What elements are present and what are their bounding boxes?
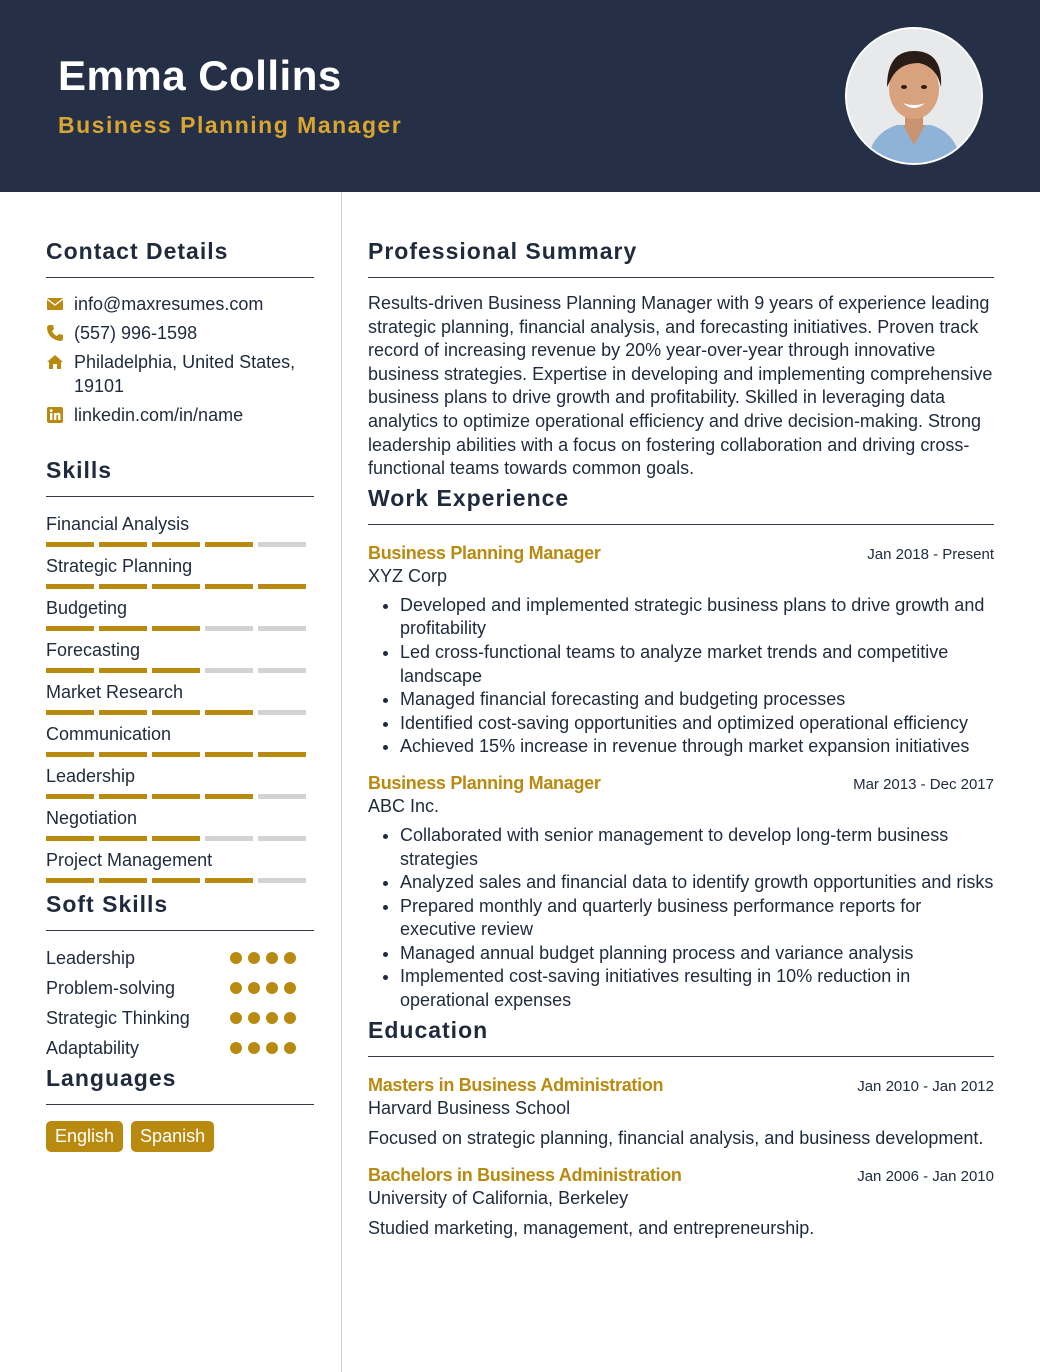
skill-level-segment xyxy=(205,710,253,715)
skill-level-segment xyxy=(152,584,200,589)
contact-list xyxy=(46,292,314,427)
job-bullet: • Analyzed sales and financial data to identify growth opportunities and risks xyxy=(400,871,994,895)
job-bullet: • Prepared monthly and quarterly business performance reports for executive review xyxy=(400,895,994,942)
skill-level-segment xyxy=(258,836,306,841)
skill-level-bar xyxy=(46,584,314,589)
rating-dot xyxy=(248,952,260,964)
skill-level-segment xyxy=(205,584,253,589)
skill-name: Strategic Planning xyxy=(46,556,193,576)
skill-level-segment xyxy=(152,710,200,715)
skill-level-segment xyxy=(46,542,94,547)
education-header xyxy=(368,1075,994,1096)
skill-level-bar xyxy=(46,626,314,631)
job-entry xyxy=(368,773,994,1013)
rating-dot xyxy=(284,1042,296,1054)
job-bullet: • Collaborated with senior management to develop long-term business strategies xyxy=(400,824,994,871)
skill-level-segment xyxy=(152,668,200,673)
soft-skill-name: Adaptability xyxy=(46,1038,140,1058)
skill-item xyxy=(46,681,314,715)
skill-level-bar xyxy=(46,668,314,673)
education-date: Jan 2006 - Jan 2010 xyxy=(857,1167,994,1185)
degree-title: Bachelors in Business Administration xyxy=(368,1164,682,1185)
job-title: Business Planning Manager xyxy=(368,772,601,793)
degree-title: Masters in Business Administration xyxy=(368,1074,664,1095)
skill-level-bar xyxy=(46,542,314,547)
education-list xyxy=(368,1075,994,1239)
experience-list xyxy=(368,543,994,1013)
job-entry xyxy=(368,543,994,759)
soft-skill-dots xyxy=(230,1003,296,1033)
school-name: University of California, Berkeley xyxy=(368,1187,629,1208)
home-icon xyxy=(46,353,64,371)
rating-dot xyxy=(284,952,296,964)
skill-level-segment xyxy=(258,710,306,715)
school-name: Harvard Business School xyxy=(368,1097,571,1118)
left-column xyxy=(46,192,314,1152)
skill-level-segment xyxy=(99,584,147,589)
skill-level-segment xyxy=(205,542,253,547)
skill-level-segment xyxy=(99,836,147,841)
language-badge: English xyxy=(46,1121,123,1152)
job-bullet: • Managed financial forecasting and budgeting processes xyxy=(400,688,994,712)
right-column xyxy=(368,192,994,1239)
skill-level-segment xyxy=(152,794,200,799)
rating-dot xyxy=(266,1042,278,1054)
skill-item xyxy=(46,597,314,631)
job-bullets xyxy=(368,824,994,1013)
skill-item xyxy=(46,513,314,547)
education-entry xyxy=(368,1165,994,1239)
linkedin-icon xyxy=(46,406,64,424)
contact-linkedin[interactable] xyxy=(46,403,314,427)
phone-icon xyxy=(46,324,64,342)
rating-dot xyxy=(230,1042,242,1054)
skill-level-segment xyxy=(258,752,306,757)
skill-level-segment xyxy=(46,878,94,883)
candidate-title: Business Planning Manager xyxy=(58,112,403,138)
languages-heading: Languages xyxy=(46,1065,314,1105)
skill-level-segment xyxy=(205,626,253,631)
skill-level-segment xyxy=(46,626,94,631)
education-description: Studied marketing, management, and entrepreneurship. xyxy=(368,1217,815,1238)
summary-text: Results-driven Business Planning Manager with 9 years of experience leading strategic planning, financial analysis, and forecasting initiatives. Proven track record of increasing revenue by 20% year-over-year through innovative business strategies. Expertise in developing and implementing comprehensive business plans to drive growth and profitability. Skilled in leveraging data analytics to optimize operational efficiency and drive decision-making. Strong leadership abilities with a focus on fostering collaboration and driving cross-functional teams towards common goals. xyxy=(368,293,993,479)
skill-level-segment xyxy=(205,794,253,799)
rating-dot xyxy=(266,1012,278,1024)
contact-phone[interactable] xyxy=(46,321,314,345)
soft-skill-item xyxy=(46,973,296,1003)
skill-name: Communication xyxy=(46,724,172,744)
skills-heading: Skills xyxy=(46,457,314,497)
job-bullet: • Developed and implemented strategic business plans to drive growth and profitability xyxy=(400,594,994,641)
soft-skill-name: Problem-solving xyxy=(46,978,176,998)
education-heading: Education xyxy=(368,1017,994,1057)
skill-item xyxy=(46,807,314,841)
rating-dot xyxy=(248,982,260,994)
skill-level-segment xyxy=(152,836,200,841)
contact-linkedin-text: linkedin.com/in/name xyxy=(74,405,244,425)
skill-name: Budgeting xyxy=(46,598,128,618)
skill-level-bar xyxy=(46,794,314,799)
skill-level-segment xyxy=(205,752,253,757)
soft-skill-name: Strategic Thinking xyxy=(46,1008,190,1028)
skill-level-segment xyxy=(205,668,253,673)
skill-level-segment xyxy=(258,878,306,883)
soft-skills-heading: Soft Skills xyxy=(46,891,314,931)
skill-level-segment xyxy=(46,584,94,589)
skill-level-segment xyxy=(152,626,200,631)
rating-dot xyxy=(266,952,278,964)
job-bullet: • Led cross-functional teams to analyze market trends and competitive landscape xyxy=(400,641,994,688)
job-bullet: • Achieved 15% increase in revenue through market expansion initiatives xyxy=(400,735,994,759)
education-entry xyxy=(368,1075,994,1149)
job-bullet: • Implemented cost-saving initiatives resulting in 10% reduction in operational expenses xyxy=(400,965,994,1012)
skill-level-segment xyxy=(99,710,147,715)
skill-item xyxy=(46,555,314,589)
skill-level-segment xyxy=(99,878,147,883)
skill-level-segment xyxy=(152,878,200,883)
job-header xyxy=(368,543,994,564)
languages-list xyxy=(46,1121,314,1152)
job-company: XYZ Corp xyxy=(368,565,448,586)
skill-item xyxy=(46,723,314,757)
contact-location xyxy=(46,350,314,398)
rating-dot xyxy=(284,982,296,994)
skill-name: Financial Analysis xyxy=(46,514,190,534)
skill-level-segment xyxy=(46,710,94,715)
education-description: Focused on strategic planning, financial analysis, and business development. xyxy=(368,1127,984,1148)
job-title: Business Planning Manager xyxy=(368,542,601,563)
skill-level-bar xyxy=(46,836,314,841)
profile-photo xyxy=(845,27,983,165)
skill-level-segment xyxy=(46,836,94,841)
skill-item xyxy=(46,765,314,799)
skill-level-segment xyxy=(258,542,306,547)
contact-location-text: Philadelphia, United States, 19101 xyxy=(74,352,296,396)
contact-email-text: info@maxresumes.com xyxy=(74,294,264,314)
skill-name: Negotiation xyxy=(46,808,138,828)
soft-skill-dots xyxy=(230,973,296,1003)
language-badge: Spanish xyxy=(131,1121,214,1152)
skill-level-segment xyxy=(205,878,253,883)
skill-level-segment xyxy=(99,626,147,631)
skill-item xyxy=(46,849,314,883)
skill-level-segment xyxy=(258,626,306,631)
skill-level-bar xyxy=(46,710,314,715)
skill-level-segment xyxy=(152,752,200,757)
soft-skill-name: Leadership xyxy=(46,948,136,968)
candidate-name: Emma Collins xyxy=(58,52,342,99)
skill-level-bar xyxy=(46,752,314,757)
soft-skills-list xyxy=(46,943,296,1063)
rating-dot xyxy=(230,1012,242,1024)
skill-level-segment xyxy=(99,542,147,547)
skill-item xyxy=(46,639,314,673)
rating-dot xyxy=(248,1042,260,1054)
envelope-icon xyxy=(46,295,64,313)
rating-dot xyxy=(230,952,242,964)
job-date: Jan 2018 - Present xyxy=(867,545,994,563)
skill-level-segment xyxy=(99,794,147,799)
rating-dot xyxy=(284,1012,296,1024)
skill-level-segment xyxy=(205,836,253,841)
skill-name: Forecasting xyxy=(46,640,141,660)
skill-level-segment xyxy=(46,752,94,757)
rating-dot xyxy=(248,1012,260,1024)
skill-level-segment xyxy=(99,668,147,673)
contact-phone-text: (557) 996-1598 xyxy=(74,323,198,343)
skill-level-segment xyxy=(46,668,94,673)
job-bullet: • Managed annual budget planning process and variance analysis xyxy=(400,942,994,966)
contact-heading: Contact Details xyxy=(46,238,314,278)
job-date: Mar 2013 - Dec 2017 xyxy=(853,775,994,793)
soft-skill-item xyxy=(46,943,296,973)
experience-heading: Work Experience xyxy=(368,485,994,525)
skill-name: Project Management xyxy=(46,850,213,870)
job-bullet: • Identified cost-saving opportunities and optimized operational efficiency xyxy=(400,712,994,736)
column-divider xyxy=(341,192,342,1372)
skill-level-segment xyxy=(258,794,306,799)
soft-skill-item xyxy=(46,1033,296,1063)
rating-dot xyxy=(266,982,278,994)
contact-email[interactable] xyxy=(46,292,314,316)
job-header xyxy=(368,773,994,794)
skills-list xyxy=(46,513,314,883)
job-company: ABC Inc. xyxy=(368,795,440,816)
skill-level-segment xyxy=(99,752,147,757)
soft-skill-item xyxy=(46,1003,296,1033)
skill-level-segment xyxy=(258,668,306,673)
skill-name: Market Research xyxy=(46,682,184,702)
skill-level-bar xyxy=(46,878,314,883)
soft-skill-dots xyxy=(230,1033,296,1063)
education-date: Jan 2010 - Jan 2012 xyxy=(857,1077,994,1095)
skill-level-segment xyxy=(258,584,306,589)
skill-level-segment xyxy=(46,794,94,799)
resume-header xyxy=(0,0,1040,192)
job-bullets xyxy=(368,594,994,759)
rating-dot xyxy=(230,982,242,994)
soft-skill-dots xyxy=(230,943,296,973)
skill-name: Leadership xyxy=(46,766,136,786)
skill-level-segment xyxy=(152,542,200,547)
education-header xyxy=(368,1165,994,1186)
summary-heading: Professional Summary xyxy=(368,238,994,278)
